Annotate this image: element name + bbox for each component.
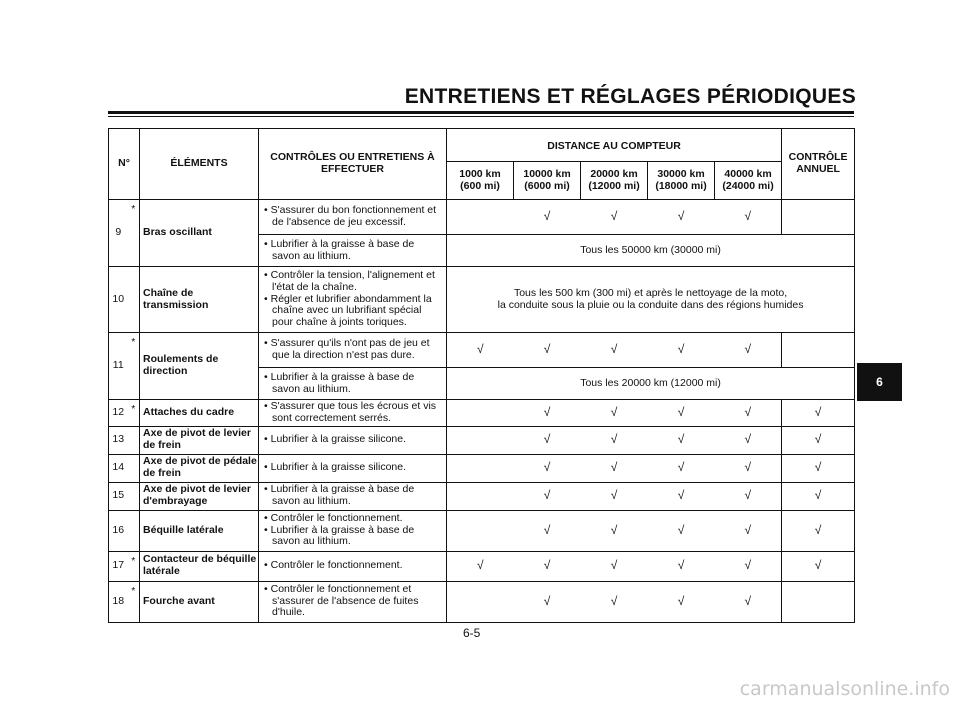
action-line: • Lubrifier à la graisse à base de savon au lithium. (264, 523, 415, 548)
distance-check-cell (581, 426, 648, 454)
check-mark: √ (677, 432, 685, 447)
distance-mi: (600 mi) (460, 179, 500, 192)
check-mark: √ (543, 209, 551, 224)
distance-check-cell (715, 510, 782, 551)
annual-check-cell (782, 454, 855, 482)
distance-check-cell (715, 551, 782, 581)
check-mark: √ (610, 488, 618, 503)
header-actions-label: CONTRÔLES OU ENTRETIENS À EFFECTUER (270, 151, 435, 175)
check-mark: √ (677, 209, 685, 224)
check-mark: √ (543, 342, 551, 357)
check-mark: √ (814, 405, 822, 420)
row-number: 12 (109, 400, 128, 427)
check-mark: √ (610, 522, 618, 537)
row-action (259, 551, 447, 581)
row-star (128, 267, 140, 333)
distance-check-cell (447, 482, 514, 510)
distance-check-cell (447, 581, 514, 622)
check-mark: √ (610, 558, 618, 573)
distance-check-cell (715, 400, 782, 427)
row-star (128, 426, 140, 454)
distance-check-cell (715, 581, 782, 622)
action-line: • Contrôler le fonctionnement. (264, 511, 403, 524)
distance-check-cell (648, 333, 715, 368)
annual-check-cell (782, 482, 855, 510)
table-body (109, 200, 855, 623)
row-star: * (128, 400, 140, 427)
row-star: * (128, 200, 140, 267)
interval-note: Tous les 20000 km (12000 mi) (447, 368, 855, 400)
distance-check-cell (648, 200, 715, 235)
annual-check-cell (782, 200, 855, 235)
distance-check-cell (447, 200, 514, 235)
table-row (109, 267, 855, 333)
check-mark: √ (543, 593, 551, 608)
distance-mi: (24000 mi) (722, 179, 774, 192)
check-mark: √ (677, 522, 685, 537)
interval-note (447, 267, 855, 333)
table-row (109, 482, 855, 510)
row-number: 14 (109, 454, 128, 482)
action-line: • Lubrifier à la graisse à base de savon au lithium. (264, 370, 415, 395)
row-element: Chaîne de transmission (140, 267, 259, 333)
distance-2 (581, 162, 648, 200)
check-mark: √ (814, 460, 822, 475)
distance-mi: (18000 mi) (655, 179, 707, 192)
annual-check-cell (782, 426, 855, 454)
page-number: 6-5 (463, 626, 481, 640)
action-line: • Lubrifier à la graisse à base de savon au lithium. (264, 237, 415, 262)
check-mark: √ (677, 593, 685, 608)
header-number: N° (109, 129, 140, 200)
row-element: Attaches du cadre (140, 400, 259, 427)
check-mark: √ (677, 405, 685, 420)
row-number: 10 (109, 267, 128, 333)
chapter-tab: 6 (857, 363, 902, 401)
check-mark: √ (677, 460, 685, 475)
distance-check-cell (447, 510, 514, 551)
check-mark: √ (814, 558, 822, 573)
interval-note-line: la conduite sous la pluie ou la conduite dans des régions humides (497, 298, 804, 311)
annual-check-cell (782, 400, 855, 427)
row-element: Axe de pivot de pédale de frein (140, 454, 259, 482)
action-line: • S'assurer qu'ils n'ont pas de jeu et que la direction n'est pas dure. (264, 337, 430, 361)
annual-check-cell (782, 551, 855, 581)
row-star: * (128, 551, 140, 581)
distance-check-cell (447, 400, 514, 427)
distance-km: 30000 km (657, 167, 705, 180)
row-element: Roulements de direction (140, 333, 259, 400)
annual-check-cell (782, 333, 855, 368)
distance-check-cell (648, 400, 715, 427)
check-mark: √ (814, 432, 822, 447)
header-elements: ÉLÉMENTS (140, 129, 259, 200)
distance-mi: (12000 mi) (588, 179, 640, 192)
row-number: 16 (109, 510, 128, 551)
action-line: • Lubrifier à la graisse silicone. (264, 461, 407, 474)
distance-check-cell (514, 426, 581, 454)
check-mark: √ (610, 342, 618, 357)
check-mark: √ (744, 460, 752, 475)
table-row (109, 400, 855, 427)
row-action (259, 267, 447, 333)
row-action (259, 200, 447, 235)
check-mark: √ (744, 209, 752, 224)
action-line: • Régler et lubrifier abondamment la chaîne avec un lubrifiant spécial pour chaîne à joints toriques. (264, 292, 432, 329)
check-mark: √ (610, 593, 618, 608)
action-line: • Lubrifier à la graisse silicone. (264, 433, 407, 446)
distance-km: 10000 km (523, 167, 571, 180)
check-mark: √ (814, 488, 822, 503)
distance-check-cell (514, 581, 581, 622)
table-row (109, 333, 855, 368)
distance-check-cell (514, 400, 581, 427)
action-line: • Contrôler le fonctionnement et s'assurer de l'absence de fuites d'huile. (264, 582, 419, 619)
watermark: carmanualsonline.info (739, 678, 950, 700)
row-number: 11 (109, 333, 128, 400)
check-mark: √ (543, 522, 551, 537)
action-line: • Contrôler la tension, l'alignement et l'état de la chaîne. (264, 269, 435, 293)
row-star (128, 454, 140, 482)
distance-mi: (6000 mi) (524, 179, 570, 192)
row-number: 18 (109, 581, 128, 622)
row-element: Bras oscillant (140, 200, 259, 267)
check-mark: √ (744, 593, 752, 608)
page-title: ENTRETIENS ET RÉGLAGES PÉRIODIQUES (404, 85, 856, 108)
distance-check-cell (447, 551, 514, 581)
row-action (259, 510, 447, 551)
check-mark: √ (744, 342, 752, 357)
distance-check-cell (581, 400, 648, 427)
check-mark: √ (610, 209, 618, 224)
table-row (109, 454, 855, 482)
annual-check-cell (782, 581, 855, 622)
check-mark: √ (814, 522, 822, 537)
table-row (109, 551, 855, 581)
action-line: • Lubrifier à la graisse à base de savon au lithium. (264, 483, 415, 507)
distance-km: 20000 km (590, 167, 638, 180)
distance-check-cell (648, 551, 715, 581)
row-action (259, 482, 447, 510)
row-action (259, 235, 447, 267)
check-mark: √ (476, 342, 484, 357)
row-star (128, 482, 140, 510)
row-action (259, 426, 447, 454)
check-mark: √ (744, 558, 752, 573)
row-element: Fourche avant (140, 581, 259, 622)
distance-check-cell (581, 333, 648, 368)
check-mark: √ (744, 405, 752, 420)
title-rule-thin (108, 116, 854, 117)
row-star (128, 510, 140, 551)
distance-check-cell (514, 551, 581, 581)
check-mark: √ (744, 432, 752, 447)
distance-check-cell (648, 510, 715, 551)
row-element: Contacteur de béquille latérale (140, 551, 259, 581)
check-mark: √ (543, 432, 551, 447)
distance-check-cell (447, 454, 514, 482)
annual-check-cell (782, 510, 855, 551)
distance-check-cell (648, 482, 715, 510)
distance-check-cell (715, 426, 782, 454)
table-row (109, 426, 855, 454)
title-rule (108, 111, 854, 114)
distance-check-cell (715, 333, 782, 368)
header-actions (259, 129, 447, 200)
table-row (109, 581, 855, 622)
row-number: 15 (109, 482, 128, 510)
check-mark: √ (543, 405, 551, 420)
row-number: 17 (109, 551, 128, 581)
row-number: 9 (109, 200, 128, 267)
distance-check-cell (514, 333, 581, 368)
header-distance: DISTANCE AU COMPTEUR (447, 129, 782, 162)
distance-check-cell (715, 200, 782, 235)
distance-check-cell (447, 426, 514, 454)
distance-check-cell (648, 454, 715, 482)
distance-check-cell (648, 426, 715, 454)
distance-check-cell (514, 200, 581, 235)
row-action (259, 581, 447, 622)
distance-km: 1000 km (459, 167, 501, 180)
row-action (259, 454, 447, 482)
row-element: Axe de pivot de levier d'embrayage (140, 482, 259, 510)
distance-check-cell (514, 454, 581, 482)
row-number: 13 (109, 426, 128, 454)
check-mark: √ (543, 488, 551, 503)
distance-check-cell (648, 581, 715, 622)
check-mark: √ (677, 488, 685, 503)
action-line: • S'assurer du bon fonctionnement et de l'absence de jeu excessif. (264, 204, 437, 228)
check-mark: √ (610, 432, 618, 447)
distance-check-cell (581, 454, 648, 482)
distance-check-cell (447, 333, 514, 368)
row-star: * (128, 581, 140, 622)
distance-check-cell (581, 482, 648, 510)
check-mark: √ (543, 460, 551, 475)
check-mark: √ (543, 558, 551, 573)
check-mark: √ (744, 522, 752, 537)
check-mark: √ (677, 558, 685, 573)
distance-4 (715, 162, 782, 200)
distance-check-cell (715, 454, 782, 482)
row-action (259, 333, 447, 368)
row-action (259, 368, 447, 400)
check-mark: √ (610, 460, 618, 475)
check-mark: √ (677, 342, 685, 357)
interval-note-line: Tous les 500 km (300 mi) et après le nettoyage de la moto, (513, 286, 788, 299)
interval-note: Tous les 50000 km (30000 mi) (447, 235, 855, 267)
row-action (259, 400, 447, 427)
distance-0 (447, 162, 514, 200)
row-element: Béquille latérale (140, 510, 259, 551)
distance-1 (514, 162, 581, 200)
distance-check-cell (514, 510, 581, 551)
distance-check-cell (581, 510, 648, 551)
distance-check-cell (715, 482, 782, 510)
check-mark: √ (610, 405, 618, 420)
action-line: • S'assurer que tous les écrous et vis sont correctement serrés. (264, 400, 437, 424)
table-row (109, 510, 855, 551)
distance-km: 40000 km (724, 167, 772, 180)
header-annual: CONTRÔLE ANNUEL (782, 129, 855, 200)
action-line: • Contrôler le fonctionnement. (264, 559, 403, 572)
distance-check-cell (581, 200, 648, 235)
table-row (109, 200, 855, 235)
row-star: * (128, 333, 140, 400)
maintenance-table (108, 128, 855, 623)
row-element: Axe de pivot de levier de frein (140, 426, 259, 454)
distance-3 (648, 162, 715, 200)
distance-check-cell (581, 551, 648, 581)
distance-check-cell (581, 581, 648, 622)
check-mark: √ (744, 488, 752, 503)
distance-check-cell (514, 482, 581, 510)
check-mark: √ (476, 558, 484, 573)
